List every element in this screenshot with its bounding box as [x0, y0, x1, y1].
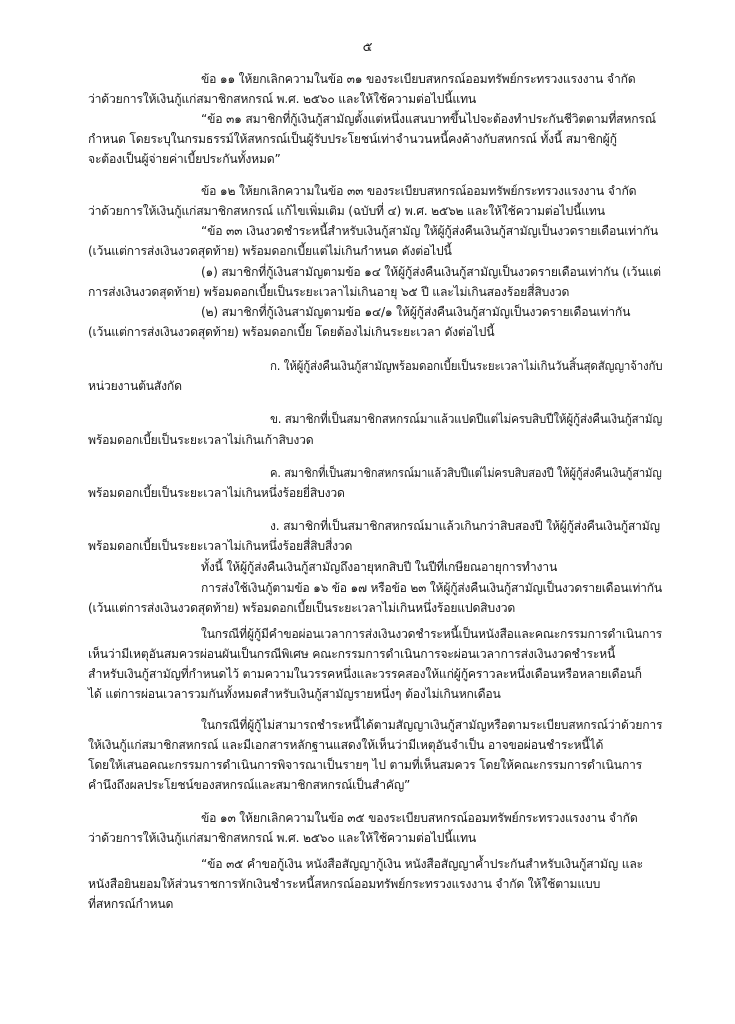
text-line: ข้อ ๑๒ ให้ยกเลิกความในข้อ ๓๓ ของระเบียบสหกรณ์ออมทรัพย์กระทรวงแรงงาน จำกัด	[201, 184, 637, 198]
text-line: ให้เงินกู้แก่สมาชิกสหกรณ์ และมีเอกสารหลักฐานแสดงให้เห็นว่ามีเหตุอันจำเป็น อาจขอผ่อนชำระหนี้ได้	[88, 738, 604, 752]
text-line: เห็นว่ามีเหตุอันสมควรผ่อนผันเป็นกรณีพิเศษ คณะกรรมการดำเนินการจะผ่อนเวลาการส่งเงินงวดชำระหนี้	[88, 647, 616, 661]
text-line: (เว้นแต่การส่งเงินงวดสุดท้าย) พร้อมดอกเบี้ยแต่ไม่เกินกำหนด ดังต่อไปนี้	[88, 244, 452, 258]
text-line: คำนึงถึงผลประโยชน์ของสหกรณ์และสมาชิกสหกรณ์เป็นสำคัญ”	[88, 778, 411, 792]
text-line: (เว้นแต่การส่งเงินงวดสุดท้าย) พร้อมดอกเบี้ยเป็นระยะเวลาไม่เกินหนึ่งร้อยแปดสิบงวด	[88, 601, 516, 615]
text-line: พร้อมดอกเบี้ยเป็นระยะเวลาไม่เกินเก้าสิบงวด	[88, 433, 314, 447]
text-line: พร้อมดอกเบี้ยเป็นระยะเวลาไม่เกินหนึ่งร้อยยี่สิบงวด	[88, 486, 345, 500]
text-line: (เว้นแต่การส่งเงินงวดสุดท้าย) พร้อมดอกเบี้ย โดยต้องไม่เกินระยะเวลา ดังต่อไปนี้	[88, 325, 495, 339]
text-line: ข. สมาชิกที่เป็นสมาชิกสหกรณ์มาแล้วแปดปีแต่ไม่ครบสิบปีให้ผู้กู้ส่งคืนเงินกู้สามัญ	[270, 412, 663, 426]
text-line: “ข้อ ๓๑ สมาชิกที่กู้เงินกู้สามัญตั้งแต่หนึ่งแสนบาทขึ้นไปจะต้องทำประกันชีวิตตามที่สหกรณ์	[201, 112, 656, 126]
text-line: ว่าด้วยการให้เงินกู้แก่สมาชิกสหกรณ์ พ.ศ. ๒๕๖๐ และให้ใช้ความต่อไปนี้แทน	[88, 831, 477, 845]
text-line: หนังสือยินยอมให้ส่วนราชการหักเงินชำระหนี้สหกรณ์ออมทรัพย์กระทรวงแรงงาน จำกัด ให้ใช้ตามแบบ	[88, 877, 601, 891]
text-line: การส่งเงินงวดสุดท้าย) พร้อมดอกเบี้ยเป็นระยะเวลาไม่เกินอายุ ๖๕ ปี และไม่เกินสองร้อยสี่สิบงวด	[88, 285, 570, 299]
text-line: ในกรณีที่ผู้กู้มีคำขอผ่อนเวลาการส่งเงินงวดชำระหนี้เป็นหนังสือและคณะกรรมการดำเนินการ	[201, 627, 662, 641]
text-line: (๒) สมาชิกที่กู้เงินสามัญตามข้อ ๑๔/๑ ให้ผู้กู้ส่งคืนเงินกู้สามัญเป็นงวดรายเดือนเท่ากัน	[201, 305, 631, 319]
text-line: สำหรับเงินกู้สามัญที่กำหนดไว้ ตามความในวรรคหนึ่งและวรรคสองให้แก่ผู้กู้คราวละหนึ่งเดือนหรือหลายเดือนก็	[88, 667, 642, 681]
text-line: ข้อ ๑๓ ให้ยกเลิกความในข้อ ๓๕ ของระเบียบสหกรณ์ออมทรัพย์กระทรวงแรงงาน จำกัด	[201, 811, 638, 825]
text-line: พร้อมดอกเบี้ยเป็นระยะเวลาไม่เกินหนึ่งร้อยสี่สิบสี่งวด	[88, 539, 353, 553]
text-line: กำหนด โดยระบุในกรมธรรม์ให้สหกรณ์เป็นผู้รับประโยชน์เท่าจำนวนหนี้คงค้างกับสหกรณ์ ทั้งนี้ สมาชิกผู้กู้	[88, 132, 617, 146]
text-line: “ข้อ ๓๓ เงินงวดชำระหนี้สำหรับเงินกู้สามัญ ให้ผู้กู้ส่งคืนเงินกู้สามัญเป็นงวดรายเดือนเท่ากัน	[201, 224, 658, 238]
text-line: (๑) สมาชิกที่กู้เงินสามัญตามข้อ ๑๔ ให้ผู้กู้ส่งคืนเงินกู้สามัญเป็นงวดรายเดือนเท่ากัน (เว้นแต่	[201, 265, 661, 279]
text-line: ในกรณีที่ผู้กู้ไม่สามารถชำระหนี้ได้ตามสัญญาเงินกู้สามัญหรือตามระเบียบสหกรณ์ว่าด้วยการ	[201, 718, 663, 732]
text-line: ก. ให้ผู้กู้ส่งคืนเงินกู้สามัญพร้อมดอกเบี้ยเป็นระยะเวลาไม่เกินวันสิ้นสุดสัญญาจ้างกับ	[270, 359, 663, 373]
text-line: ได้ แต่การผ่อนเวลารวมกันทั้งหมดสำหรับเงินกู้สามัญรายหนึ่งๆ ต้องไม่เกินหกเดือน	[88, 687, 501, 701]
text-line: ว่าด้วยการให้เงินกู้แก่สมาชิกสหกรณ์ แก้ไขเพิ่มเติม (ฉบับที่ ๔) พ.ศ. ๒๕๖๒ และให้ใช้ความต่อไปนี้แทน	[88, 204, 605, 218]
text-line: ค. สมาชิกที่เป็นสมาชิกสหกรณ์มาแล้วสิบปีแต่ไม่ครบสิบสองปี ให้ผู้กู้ส่งคืนเงินกู้สามัญ	[270, 466, 662, 480]
page-number: ๕	[362, 40, 373, 55]
text-line: ที่สหกรณ์กำหนด	[88, 897, 174, 911]
text-line: “ข้อ ๓๕ คำขอกู้เงิน หนังสือสัญญากู้เงิน หนังสือสัญญาค้ำประกันสำหรับเงินกู้สามัญ และ	[201, 857, 643, 871]
text-line: ข้อ ๑๑ ให้ยกเลิกความในข้อ ๓๑ ของระเบียบสหกรณ์ออมทรัพย์กระทรวงแรงงาน จำกัด	[201, 72, 636, 86]
text-line: จะต้องเป็นผู้จ่ายค่าเบี้ยประกันทั้งหมด”	[88, 152, 281, 166]
text-line: ว่าด้วยการให้เงินกู้แก่สมาชิกสหกรณ์ พ.ศ. ๒๕๖๐ และให้ใช้ความต่อไปนี้แทน	[88, 92, 477, 106]
text-line: การส่งใช้เงินกู้ตามข้อ ๑๖ ข้อ ๑๗ หรือข้อ ๒๓ ให้ผู้กู้ส่งคืนเงินกู้สามัญเป็นงวดรายเดือนเท่ากัน	[201, 581, 662, 595]
text-line: หน่วยงานต้นสังกัด	[88, 379, 182, 393]
text-line: ทั้งนี้ ให้ผู้กู้ส่งคืนเงินกู้สามัญถึงอายุหกสิบปี ในปีที่เกษียณอายุการทำงาน	[201, 560, 558, 574]
text-line: โดยให้เสนอคณะกรรมการดำเนินการพิจารณาเป็นรายๆ ไป ตามที่เห็นสมควร โดยให้คณะกรรมการดำเนินการ	[88, 758, 642, 772]
text-line: ง. สมาชิกที่เป็นสมาชิกสหกรณ์มาแล้วเกินกว่าสิบสองปี ให้ผู้กู้ส่งคืนเงินกู้สามัญ	[270, 519, 660, 533]
